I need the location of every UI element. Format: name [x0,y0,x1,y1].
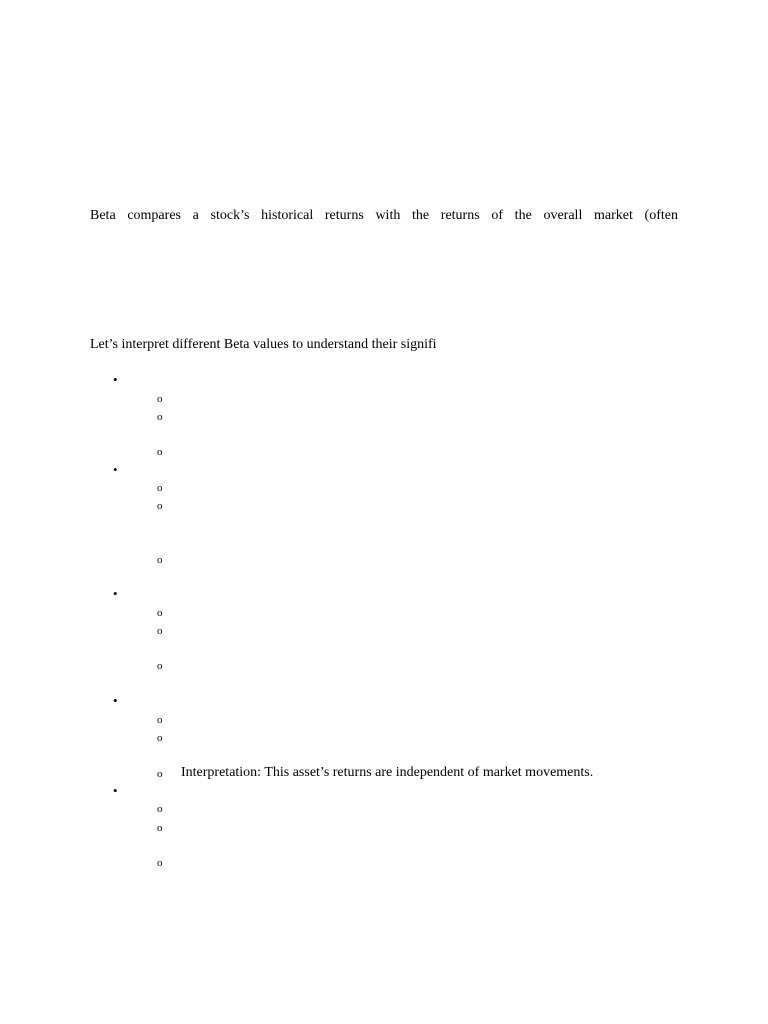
sub-bullet-marker: o [157,803,163,815]
sub-bullet-marker: o [157,822,163,834]
sub-bullet-marker: o [157,411,163,423]
bullet-marker: • [113,586,118,601]
sub-bullet-marker: o [157,446,163,458]
bullet-marker: • [113,783,118,798]
sub-bullet-marker: o [157,857,163,869]
sub-bullet-marker: o [157,625,163,637]
sub-bullet-marker: o [157,393,163,405]
bullet-marker: • [113,462,118,477]
sub-bullet-marker: o [157,500,163,512]
bullet-marker: • [113,693,118,708]
sub-bullet-marker: o [157,732,163,744]
intro-paragraph: Beta compares a stock’s historical returns with the returns of the overall market (often [90,208,678,223]
sub-bullet-marker: o [157,607,163,619]
sub-bullet-marker: o [157,768,163,780]
sub-bullet-marker: o [157,482,163,494]
sub-bullet-marker: o [157,554,163,566]
sub-bullet-marker: o [157,660,163,672]
interpretation-text: Interpretation: This asset’s returns are independent of market movements. [181,765,594,780]
sub-bullet-marker: o [157,714,163,726]
bullet-marker: • [113,372,118,387]
interpret-paragraph: Let’s interpret different Beta values to understand their signifi [90,337,437,352]
